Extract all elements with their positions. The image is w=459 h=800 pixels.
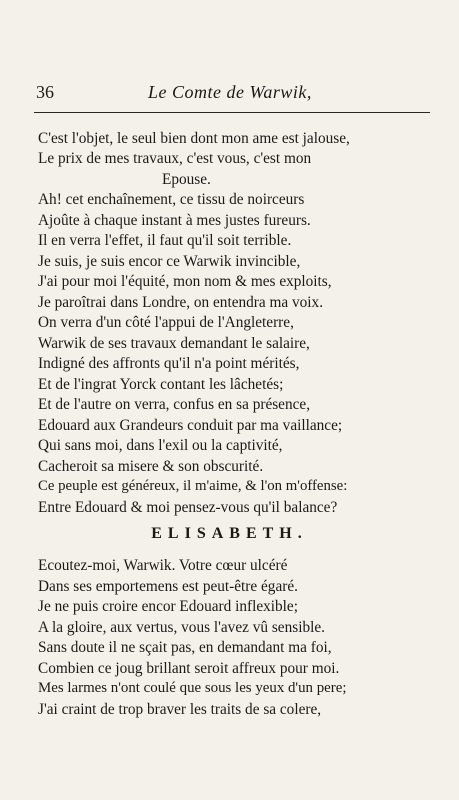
- verse-line: Combien ce joug brillant seroit affreux pour moi.: [38, 660, 340, 677]
- verse-line: J'ai craint de trop braver les traits de sa colere,: [38, 701, 322, 718]
- verse-line: Il en verra l'effet, il faut qu'il soit terrible.: [38, 232, 292, 249]
- verse-line: Ecoutez-moi, Warwik. Votre cœur ulcéré: [38, 557, 288, 574]
- verse-line: Ah! cet enchaînement, ce tissu de noirceurs: [38, 191, 305, 208]
- verse-line: Ajoûte à chaque instant à mes justes fureurs.: [38, 212, 311, 229]
- verse-line: Edouard aux Grandeurs conduit par ma vaillance;: [38, 417, 343, 434]
- verse-line: C'est l'objet, le seul bien dont mon ame est jalouse,: [38, 130, 350, 147]
- verse-line: Le prix de mes travaux, c'est vous, c'est mon: [38, 150, 312, 167]
- verse-line: Entre Edouard & moi pensez-vous qu'il balance?: [38, 499, 338, 516]
- verse-line: Dans ses emportemens est peut-être égaré.: [38, 578, 298, 595]
- verse-line: Et de l'ingrat Yorck contant les lâchetés;: [38, 376, 284, 393]
- verse-line: Sans doute il ne sçait pas, en demandant ma foi,: [38, 639, 332, 656]
- verse-line: A la gloire, aux vertus, vous l'avez vû sensible.: [38, 619, 325, 636]
- verse-line: Je suis, je suis encor ce Warwik invincible,: [38, 253, 301, 270]
- verse-line: Qui sans moi, dans l'exil ou la captivité,: [38, 437, 283, 454]
- verse-line: J'ai pour moi l'équité, mon nom & mes exploits,: [38, 273, 332, 290]
- verse-line: Indigné des affronts qu'il n'a point mérités,: [38, 355, 300, 372]
- header-rule: [34, 112, 430, 113]
- verse-line: Mes larmes n'ont coulé que sous les yeux d'un pere;: [38, 680, 347, 696]
- speaker-name: ELISABETH.: [151, 525, 308, 542]
- verse-line: Et de l'autre on verra, confus en sa présence,: [38, 396, 311, 413]
- running-title: Le Comte de Warwik,: [148, 82, 312, 102]
- verse-line: Ce peuple est généreux, il m'aime, & l'on m'offense:: [38, 478, 348, 494]
- verse-line: Cacheroit sa misere & son obscurité.: [38, 458, 264, 475]
- verse-line: Warwik de ses travaux demandant le salaire,: [38, 335, 310, 352]
- verse-line: Je paroîtrai dans Londre, on entendra ma voix.: [38, 294, 324, 311]
- verse-line: Je ne puis croire encor Edouard inflexible;: [38, 598, 298, 615]
- verse-line: Epouse.: [162, 171, 211, 188]
- page-header: [36, 82, 428, 108]
- verse-line: On verra d'un côté l'appui de l'Angleterre,: [38, 314, 294, 331]
- page-number: 36: [36, 82, 54, 102]
